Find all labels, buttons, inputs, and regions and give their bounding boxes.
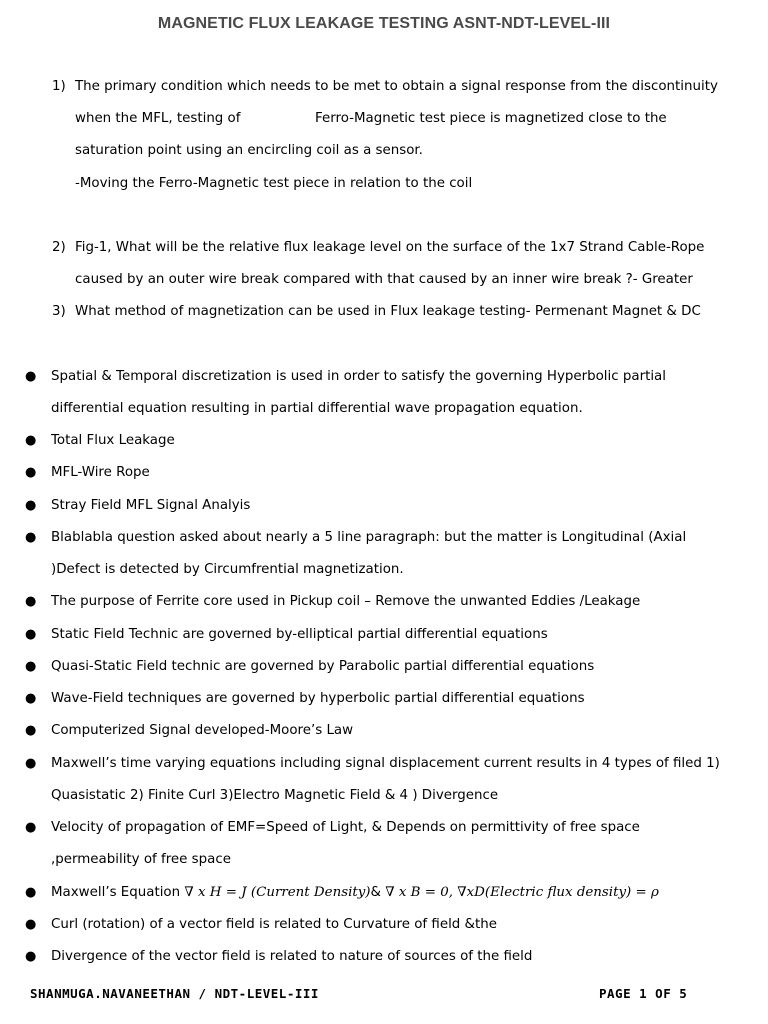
bullet-dot: ● bbox=[25, 627, 37, 642]
bullet-text: Stray Field MFL Signal Analyis bbox=[51, 498, 251, 513]
bullet-dot: ● bbox=[25, 820, 37, 835]
bullet-dot: ● bbox=[25, 691, 37, 706]
bullet-text: Wave-Field techniques are governed by hyperbolic partial differential equations bbox=[51, 691, 585, 706]
item-number: 2) bbox=[52, 240, 66, 255]
bullet-dot: ● bbox=[25, 885, 37, 900]
item-number: 3) bbox=[52, 304, 66, 319]
item-1-line-1: The primary condition which needs to be met to obtain a signal response from the discontinuity bbox=[75, 79, 718, 94]
bullet-dot: ● bbox=[25, 949, 37, 964]
equation-current-density: (Current Density) bbox=[250, 885, 371, 900]
bullet-dot: ● bbox=[25, 498, 37, 513]
item-1-line-2b: Ferro-Magnetic test piece is magnetized close to the bbox=[315, 111, 667, 126]
maxwell-equation bbox=[51, 884, 659, 902]
footer-author: SHANMUGA.NAVANEETHAN / NDT-LEVEL-III bbox=[30, 986, 319, 1001]
footer-page-number: PAGE 1 OF 5 bbox=[599, 986, 688, 1001]
bullet-dot: ● bbox=[25, 659, 37, 674]
equation-electric-flux: (Electric flux density) = ρ bbox=[484, 885, 659, 900]
bullet-dot: ● bbox=[25, 594, 37, 609]
equation-curl-h: ∇ x H = J bbox=[184, 885, 247, 900]
bullet-text: Quasi-Static Field technic are governed by Parabolic partial differential equations bbox=[51, 659, 595, 674]
bullet-text: Computerized Signal developed-Moore’s Law bbox=[51, 723, 354, 738]
item-2-line-2: caused by an outer wire break compared with that caused by an inner wire break ?- Greater bbox=[75, 272, 693, 287]
bullet-text: ,permeability of free space bbox=[51, 852, 231, 867]
bullet-text: MFL-Wire Rope bbox=[51, 465, 150, 480]
item-1-line-3: saturation point using an encircling coil as a sensor. bbox=[75, 143, 423, 158]
item-3-line-1: What method of magnetization can be used in Flux leakage testing- Permenant Magnet & DC bbox=[75, 304, 701, 319]
bullet-dot: ● bbox=[25, 917, 37, 932]
equation-ampersand: & bbox=[370, 885, 386, 900]
bullet-text: Maxwell’s time varying equations including signal displacement current results in 4 types of filed 1) bbox=[51, 756, 720, 771]
bullet-text: Quasistatic 2) Finite Curl 3)Electro Magnetic Field & 4 ) Divergence bbox=[51, 788, 499, 803]
bullet-dot: ● bbox=[25, 465, 37, 480]
bullet-text: differential equation resulting in partial differential wave propagation equation. bbox=[51, 401, 583, 416]
bullet-text: Total Flux Leakage bbox=[51, 433, 175, 448]
bullet-text: Blablabla question asked about nearly a 5 line paragraph: but the matter is Longitudinal (Axial bbox=[51, 530, 687, 545]
bullet-text: Curl (rotation) of a vector field is related to Curvature of field &the bbox=[51, 917, 497, 932]
bullet-dot: ● bbox=[25, 723, 37, 738]
item-2-line-1: Fig-1, What will be the relative flux leakage level on the surface of the 1x7 Strand Cable-Rope bbox=[75, 240, 705, 255]
bullet-text: )Defect is detected by Circumfrential magnetization. bbox=[51, 562, 404, 577]
bullet-text: Velocity of propagation of EMF=Speed of Light, & Depends on permittivity of free space bbox=[51, 820, 640, 835]
bullet-text: Static Field Technic are governed by-elliptical partial differential equations bbox=[51, 627, 548, 642]
bullet-dot: ● bbox=[25, 756, 37, 771]
maxwell-prefix: Maxwell’s Equation bbox=[51, 885, 185, 900]
bullet-text: Spatial & Temporal discretization is used in order to satisfy the governing Hyperbolic partial bbox=[51, 369, 666, 384]
bullet-text: The purpose of Ferrite core used in Pickup coil – Remove the unwanted Eddies /Leakage bbox=[51, 594, 641, 609]
item-1-line-4: -Moving the Ferro-Magnetic test piece in relation to the coil bbox=[75, 176, 473, 191]
page-title: MAGNETIC FLUX LEAKAGE TESTING ASNT-NDT-LEVEL-III bbox=[157, 15, 611, 32]
equation-curl-b: ∇ x B = 0, ∇xD bbox=[385, 885, 485, 900]
bullet-dot: ● bbox=[25, 433, 37, 448]
item-number: 1) bbox=[52, 79, 66, 94]
bullet-text: Divergence of the vector field is related to nature of sources of the field bbox=[51, 949, 533, 964]
bullet-dot: ● bbox=[25, 530, 37, 545]
bullet-dot: ● bbox=[25, 369, 37, 384]
item-1-line-2a: when the MFL, testing of bbox=[75, 111, 241, 126]
